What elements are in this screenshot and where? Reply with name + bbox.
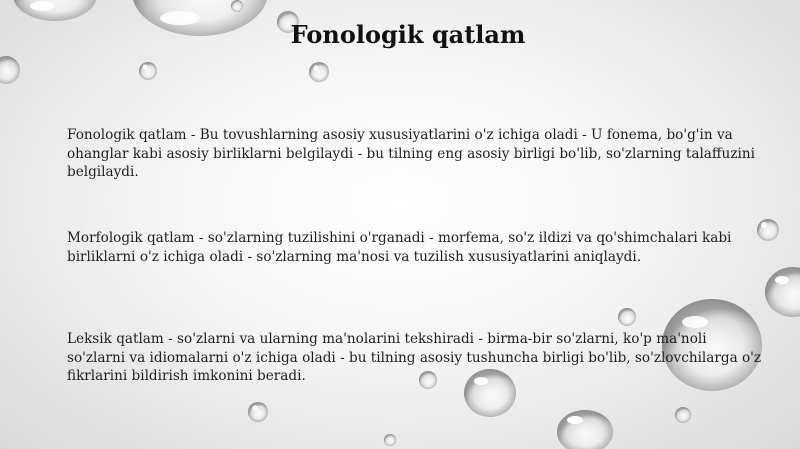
droplet xyxy=(618,308,636,326)
droplet xyxy=(309,62,329,82)
droplet xyxy=(557,410,613,449)
droplet xyxy=(0,56,20,84)
droplet xyxy=(384,434,396,446)
droplet xyxy=(231,0,243,12)
paragraph-phonological-layer: Fonologik qatlam - Bu tovushlarning asosiy xususiyatlarini o'z ichiga oladi - U fonema, bo'g'in va ohanglar kabi asosiy birliklarni belgilaydi - bu tilning eng asosiy birligi bo'lib, so'zlarning talaffuzini belgilaydi. xyxy=(67,127,755,180)
paragraph-lexical-layer: Leksik qatlam - so'zlarni va ularning ma'nolarini tekshiradi - birma-bir so'zlarni, ko'p ma'noli so'zlarni va idiomalarni o'z ichiga oladi - bu tilning asosiy tushuncha birligi bo'lib, so'zlovchilarga o'z fikrlarini bildirish imkonini beradi. xyxy=(67,331,762,384)
droplet xyxy=(13,0,97,21)
droplet xyxy=(139,62,157,80)
slide-title: Fonologik qatlam xyxy=(290,20,526,49)
paragraph-morphological-layer: Morfologik qatlam - so'zlarning tuzilishini o'rganadi - morfema, so'z ildizi va qo'shimchalari kabi birliklarni o'z ichiga oladi - so'zlarning ma'nosi va tuzilish xususiyatlarini aniqlaydi. xyxy=(67,230,732,265)
droplet xyxy=(675,407,691,423)
droplet xyxy=(765,267,800,317)
droplet xyxy=(248,402,268,422)
